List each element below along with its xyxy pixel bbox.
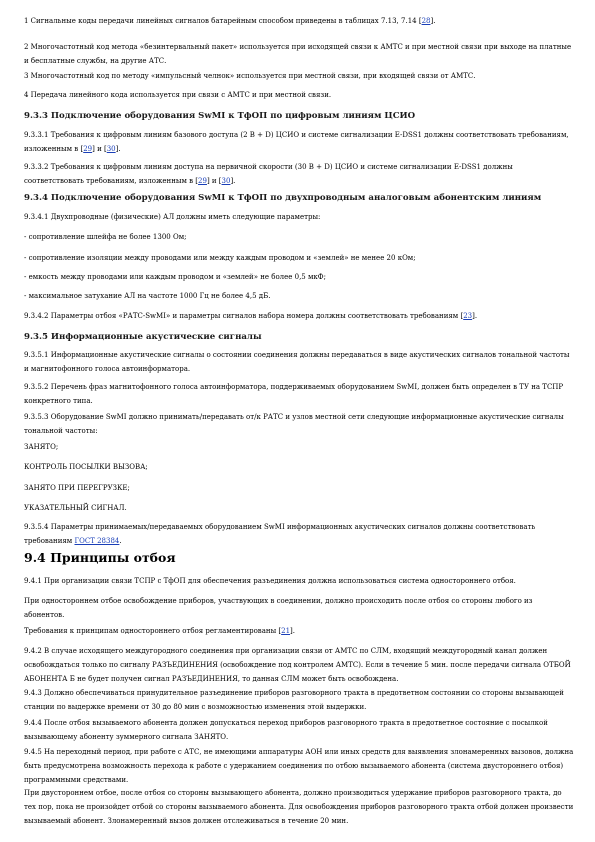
paragraph-note-1: 1 Сигнальные коды передачи линейных сигналов батарейным способом приведены в таблицах 7.13, 7.14 [28]. — [24, 17, 436, 25]
signal-item: КОНТРОЛЬ ПОСЫЛКИ ВЫЗОВА; — [24, 463, 148, 471]
paragraph-9-3-5-1: 9.3.5.1 Информационные акустические сигналы о состоянии соединения должны передаваться в виде акустических сигналов тональной частоты и магнитофонного голоса автоинформатора. — [24, 351, 570, 373]
signal-item: УКАЗАТЕЛЬНЫЙ СИГНАЛ. — [24, 504, 127, 512]
paragraph-9-3-5-4: 9.3.5.4 Параметры принимаемых/передаваемых оборудованием SwMI информационных акустических сигналов должны соответствовать требованиям ГОСТ 28384. — [24, 523, 536, 545]
reference-link[interactable]: 23 — [463, 312, 473, 320]
paragraph: При двустороннем отбое, после отбоя со стороны вызывающего абонента, должно производиться удержание приборов разговорного тракта, до тех пор, пока не произойдет отбой со стороны вызываемого абонента. Для освобождения приборов разговорного тракта отбой должен произвести вызываемый абонент. Злонамеренный вызов должен отслеживаться в течение 20 мин. — [24, 789, 574, 825]
reference-link[interactable]: 29 — [198, 177, 207, 185]
paragraph-9-3-4-2: 9.3.4.2 Параметры отбоя «РАТС-SwMI» и параметры сигналов набора номера должны соответствовать требованиям [23]. — [24, 312, 478, 320]
section-heading-9-4: 9.4 Принципы отбоя — [24, 550, 176, 565]
section-heading-9-3-3: 9.3.3 Подключение оборудования SwMI к ТфОП по цифровым линиям ЦСИО — [24, 111, 416, 121]
section-heading-9-3-5: 9.3.5 Информационные акустические сигналы — [24, 332, 262, 342]
signal-item: ЗАНЯТО ПРИ ПЕРЕГРУЗКЕ; — [24, 484, 130, 492]
reference-link[interactable]: 30 — [221, 177, 231, 185]
gost-link[interactable]: ГОСТ 28384 — [74, 537, 120, 545]
reference-link[interactable]: 29 — [83, 145, 93, 153]
list-item: - максимальное затухание АЛ на частоте 1000 Гц не более 4,5 дБ. — [24, 292, 271, 300]
list-item: - сопротивление изоляции между проводами или между каждым проводом и «землей» не менее 20 кОм; — [24, 254, 416, 262]
paragraph-note-4: 4 Передача линейного кода используется при связи с АМТС и при местной связи. — [24, 91, 332, 99]
list-item: - емкость между проводами или каждым проводом и «землей» не более 0,5 мкФ; — [24, 273, 326, 281]
paragraph-9-4-2: 9.4.2 В случае исходящего междугородного соединения при организации связи от АМТС по СЛМ, входящий междугородный канал должен освобождаться только по сигналу РАЗЪЕДИНЕНИЯ (освобождение под контролем АМТС). Если в течение 5 мин. после передачи сигнала ОТБОЙ АБОНЕНТА Б не будет получен сигнал РАЗЪЕДИНЕНИЯ, то данная СЛМ может быть освобождена. — [24, 647, 571, 683]
paragraph: При одностороннем отбое освобождение приборов, участвующих в соединении, должно происходить после отбоя со стороны любого из абонентов. — [24, 597, 533, 619]
paragraph-9-3-3-1: 9.3.3.1 Требования к цифровым линиям базового доступа (2 В + D) ЦСИО и системе сигнализации E-DSS1 должны соответствовать требованиям, изложенным в [29] и [30]. — [24, 131, 569, 153]
reference-link[interactable]: 30 — [106, 145, 116, 153]
paragraph-9-4-3: 9.4.3 Должно обеспечиваться принудительное разъединение приборов разговорного тракта в предответном состоянии со стороны вызывающей станции по выдержке времени от 30 до 80 мин с возможностью изменения этой выдержки. — [24, 689, 564, 711]
signal-item: ЗАНЯТО; — [24, 443, 59, 451]
reference-link[interactable]: 28 — [421, 17, 431, 25]
paragraph-9-4-4: 9.4.4 После отбоя вызываемого абонента должен допускаться переход приборов разговорного тракта в предответное состояние с посылкой вызывающему абоненту зуммерного сигнала ЗАНЯТО. — [24, 719, 548, 741]
paragraph-9-3-3-2: 9.3.3.2 Требования к цифровым линиям доступа на первичной скорости (30 В + D) ЦСИО и системе сигнализации E-DSS1 должны соответствовать требованиям, изложенным в [29] и [30]. — [24, 163, 513, 185]
paragraph: Требования к принципам одностороннего отбоя регламентированы [21]. — [24, 627, 296, 635]
paragraph-note-3: 3 Многочастотный код по методу «импульсный челнок» используется при местной связи, при входящей связи от АМТС. — [24, 72, 476, 80]
paragraph-9-3-5-3: 9.3.5.3 Оборудование SwMI должно принимать/передавать от/к РАТС и узлов местной сети следующие информационные акустические сигналы тональной частоты: — [24, 413, 564, 435]
paragraph-9-3-5-2: 9.3.5.2 Перечень фраз магнитофонного голоса автоинформатора, поддерживаемых оборудованием SwMI, должен быть определен в ТУ на ТСПР конкретного типа. — [24, 383, 564, 405]
reference-link[interactable]: 21 — [281, 627, 291, 635]
section-heading-9-3-4: 9.3.4 Подключение оборудования SwMI к ТфОП по двухпроводным аналоговым абонентским линиям — [24, 193, 542, 203]
paragraph-9-4-1: 9.4.1 При организации связи ТСПР с ТфОП для обеспечения разъединения должна использоваться система одностороннего отбоя. — [24, 577, 516, 585]
list-item: - сопротивление шлейфа не более 1300 Ом; — [24, 233, 187, 241]
paragraph-9-4-5: 9.4.5 На переходный период, при работе с АТС, не имеющими аппаратуры АОН или иных средств для выявления злонамеренных вызовов, должна быть предусмотрена возможность перехода к работе с удержанием соединения по отбою вызываемого абонента (система двустороннего отбоя) программными средствами. — [24, 748, 574, 784]
paragraph-note-2: 2 Многочастотный код метода «безинтервальный пакет» используется при исходящей связи к АМТС и при местной связи при выходе на платные и бесплатные службы, на другие АТС. — [24, 43, 572, 65]
paragraph-9-3-4-1: 9.3.4.1 Двухпроводные (физические) АЛ должны иметь следующие параметры: — [24, 213, 321, 221]
